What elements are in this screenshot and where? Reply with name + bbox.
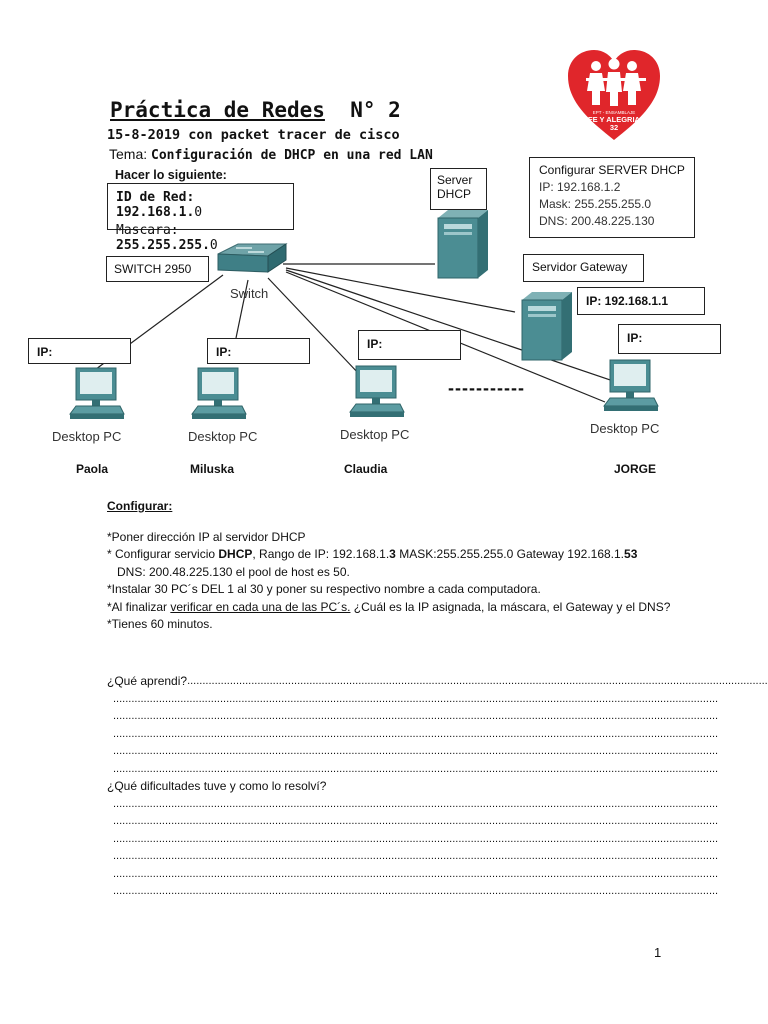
answer-line[interactable]: ...................................................................................................................................................................................................... bbox=[113, 867, 719, 880]
page-number: 1 bbox=[654, 945, 662, 960]
gateway-server-device bbox=[518, 290, 574, 367]
gateway-ip-box: IP: 192.168.1.1 bbox=[577, 287, 705, 315]
question-difficulties: ¿Qué dificultades tuve y como lo resolví? bbox=[107, 779, 327, 793]
pc4-ip-box: IP: bbox=[618, 324, 721, 354]
pc3-ip-box: IP: bbox=[358, 330, 461, 360]
answer-line[interactable]: ...................................................................................................................................................................................................... bbox=[113, 885, 719, 897]
desktop-pc-3: Desktop PC bbox=[340, 364, 430, 442]
dhcp-config-box: Configurar SERVER DHCP IP: 192.168.1.2 Mask: 255.255.255.0 DNS: 200.48.225.130 bbox=[529, 157, 695, 238]
answer-line[interactable]: ...................................................................................................................................................................................................... bbox=[113, 727, 719, 740]
pc-name-jorge: JORGE bbox=[614, 462, 657, 476]
pc1-ip-box: IP: bbox=[28, 338, 131, 364]
instruction-label: Hacer lo siguiente: bbox=[115, 168, 227, 182]
switch-device-label: Switch bbox=[230, 286, 269, 301]
switch-box: SWITCH 2950 bbox=[106, 256, 209, 282]
continuation-dashes: ----------- bbox=[448, 378, 525, 398]
answer-line[interactable]: ...................................................................................................................................................................................................... bbox=[113, 762, 719, 775]
answer-line[interactable]: ...................................................................................................................................................................................................... bbox=[113, 832, 719, 845]
svg-text:EPT - ENSAMBLAJE: EPT - ENSAMBLAJE bbox=[592, 110, 636, 115]
gateway-label-box: Servidor Gateway bbox=[523, 254, 644, 282]
page-title: Práctica de Redes N° 2 bbox=[110, 98, 401, 122]
answer-line[interactable]: ...................................................................................................................................................................................................... bbox=[113, 692, 719, 705]
desktop-pc-1: Desktop PC bbox=[52, 366, 142, 444]
pc-name-paola: Paola bbox=[76, 462, 109, 476]
pc-name-miluska: Miluska bbox=[190, 462, 235, 476]
answer-line[interactable]: ...................................................................................................................................................................................................... bbox=[113, 710, 719, 722]
instructions-section: Configurar: *Poner dirección IP al servidor DHCP * Configurar servicio DHCP, Rango de IP: 192.168.1.3 MASK:255.255.255.0 Gateway 192.168.1.53 DNS: 200.48.225.130 el pool de host es 50. *Instalar 30 PC´s DEL 1 al 30 y poner su respectivo nombre a cada computadora. *Al finalizar verificar en cada una de las PC´s. ¿Cuál es la IP asignada, la máscara, el Gateway y el DNS? *Tienes 60 minutos. bbox=[107, 498, 707, 634]
svg-text:32: 32 bbox=[609, 123, 619, 132]
instructions-heading: Configurar: bbox=[107, 499, 173, 513]
answer-line[interactable]: ...................................................................................................................................................................................................... bbox=[113, 797, 719, 810]
server-dhcp-box: Server DHCP bbox=[430, 168, 487, 210]
answer-line[interactable]: ...................................................................................................................................................................................................... bbox=[113, 745, 719, 757]
switch-device bbox=[212, 242, 288, 302]
answer-line[interactable]: ...................................................................................................................................................................................................... bbox=[113, 850, 719, 862]
desktop-pc-4: Desktop PC bbox=[590, 358, 680, 436]
answer-line[interactable]: ...................................................................................................................................................................................................... bbox=[113, 815, 719, 827]
date-line: 15-8-2019 con packet tracer de cisco bbox=[107, 127, 400, 143]
desktop-pc-2: Desktop PC bbox=[188, 366, 278, 444]
question-section: ¿Qué aprendi? .............................................................................................................................................................................................. ...................................................................................................................................................................................................... ...................................................................................................................................................................................................... ...................................................................................................................................................................................................... ...................................................................................................................................................................................................... ...................................................................................................................................................................................................... ¿Qué dificultades tuve y como lo resolví? ...................................................................................................................................................................................................... ...................................................................................................................................................................................................... ...................................................................................................................................................................................................... ...................................................................................................................................................................................................... ...................................................................................................................................................................................................... ...................................................................................................................................................................................................... bbox=[107, 673, 657, 901]
dhcp-server-device bbox=[434, 208, 490, 285]
question-learned: ¿Qué aprendi? bbox=[107, 674, 188, 688]
pc-name-claudia: Claudia bbox=[344, 462, 388, 476]
network-id-box: ID de Red: 192.168.1.0 Mascara: 255.255.255.0 bbox=[107, 183, 294, 230]
topic-line: Tema: Configuración de DHCP en una red LAN bbox=[109, 146, 433, 163]
pc2-ip-box: IP: bbox=[207, 338, 310, 364]
svg-text:FE Y ALEGRIA: FE Y ALEGRIA bbox=[588, 115, 640, 124]
